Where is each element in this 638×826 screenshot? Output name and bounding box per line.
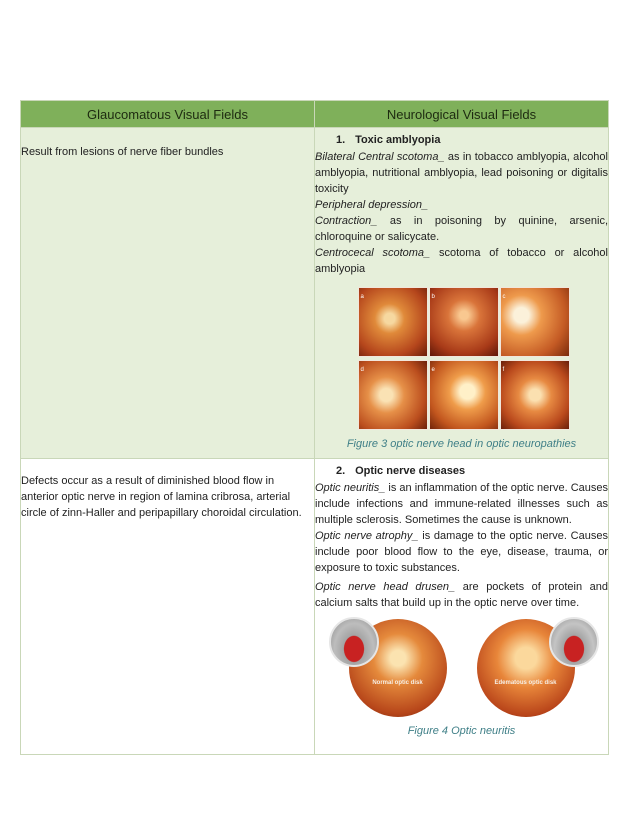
image-label: b bbox=[431, 294, 435, 300]
image-label: d bbox=[360, 367, 364, 373]
paragraph bbox=[315, 528, 608, 576]
fundus-image bbox=[429, 360, 499, 430]
term: Bilateral Central scotoma_ bbox=[315, 151, 445, 163]
term: Optic nerve atrophy_ bbox=[315, 530, 419, 542]
fundus-image-grid bbox=[358, 287, 566, 430]
paragraph-text: scotoma of tobacco or alcohol amblyopia bbox=[315, 247, 608, 275]
paragraph-text: is damage to the optic nerve. Causes include poor blood flow to the eye, disease, trauma, or exposure to toxic substances. bbox=[315, 530, 608, 574]
image-label: e bbox=[431, 367, 435, 373]
fundus-image bbox=[500, 360, 570, 430]
section-title-text: Toxic amblyopia bbox=[355, 134, 441, 146]
neuro-cell bbox=[315, 459, 609, 755]
image-label: f bbox=[502, 367, 505, 373]
term: Optic nerve head drusen_ bbox=[315, 581, 456, 593]
paragraph-text: is an inflammation of the optic nerve. Causes include infections and immune-related illnesses such as multiple sclerosis. Sometimes the cause is unknown. bbox=[315, 482, 608, 526]
paragraph bbox=[315, 245, 608, 277]
glaucoma-text: Defects occur as a result of diminished blood flow in anterior optic nerve in region of lamina cribrosa, arterial circle of zinn-Haller and peripapillary choroidal circulation. bbox=[21, 475, 302, 519]
table-row bbox=[21, 459, 609, 755]
paragraph bbox=[315, 197, 608, 213]
paragraph-text: as in tobacco amblyopia, alcohol amblyopia, nutritional amblyopia, lead poisoning or digitalis toxicity bbox=[315, 151, 608, 195]
term: Contraction_ bbox=[315, 215, 378, 227]
image-label: c bbox=[502, 294, 506, 300]
section-number: 2. bbox=[336, 465, 346, 477]
paragraph bbox=[315, 149, 608, 197]
figure-caption: Figure 3 optic nerve head in optic neuropathies bbox=[346, 438, 577, 450]
glaucoma-text: Result from lesions of nerve fiber bundles bbox=[21, 146, 224, 158]
glaucoma-cell bbox=[21, 459, 315, 755]
header-neurological: Neurological Visual Fields bbox=[315, 101, 609, 128]
section-number: 1. bbox=[336, 134, 346, 146]
table-row bbox=[21, 128, 609, 459]
neuro-cell bbox=[315, 128, 609, 459]
comparison-table bbox=[20, 100, 609, 755]
header-glaucomatous: Glaucomatous Visual Fields bbox=[21, 101, 315, 128]
section-title bbox=[336, 132, 608, 148]
disk-label: Normal optic disk bbox=[372, 680, 423, 686]
paragraph bbox=[315, 213, 608, 245]
section-title bbox=[336, 463, 608, 479]
figure-caption: Figure 4 Optic neuritis bbox=[407, 725, 516, 737]
fundus-image bbox=[429, 287, 499, 357]
fundus-image bbox=[500, 287, 570, 357]
paragraph-text: are pockets of protein and calcium salts that build up in the optic nerve over time. bbox=[315, 581, 608, 609]
glaucoma-cell bbox=[21, 128, 315, 459]
term: Optic neuritis_ bbox=[315, 482, 386, 494]
table-header-row bbox=[21, 101, 609, 128]
car-image bbox=[549, 617, 599, 667]
paragraph-text: as in poisoning by quinine, arsenic, chloroquine or salicycate. bbox=[315, 215, 608, 243]
term: Centrocecal scotoma_ bbox=[315, 247, 431, 259]
car-image bbox=[329, 617, 379, 667]
paragraph bbox=[315, 480, 608, 528]
term: Peripheral depression_ bbox=[315, 199, 429, 211]
disk-label: Edematous optic disk bbox=[494, 680, 557, 686]
fundus-image bbox=[358, 287, 428, 357]
section-title-text: Optic nerve diseases bbox=[355, 465, 466, 477]
optic-neuritis-figure bbox=[327, 617, 597, 717]
paragraph bbox=[315, 579, 608, 611]
fundus-image bbox=[358, 360, 428, 430]
image-label: a bbox=[360, 294, 364, 300]
